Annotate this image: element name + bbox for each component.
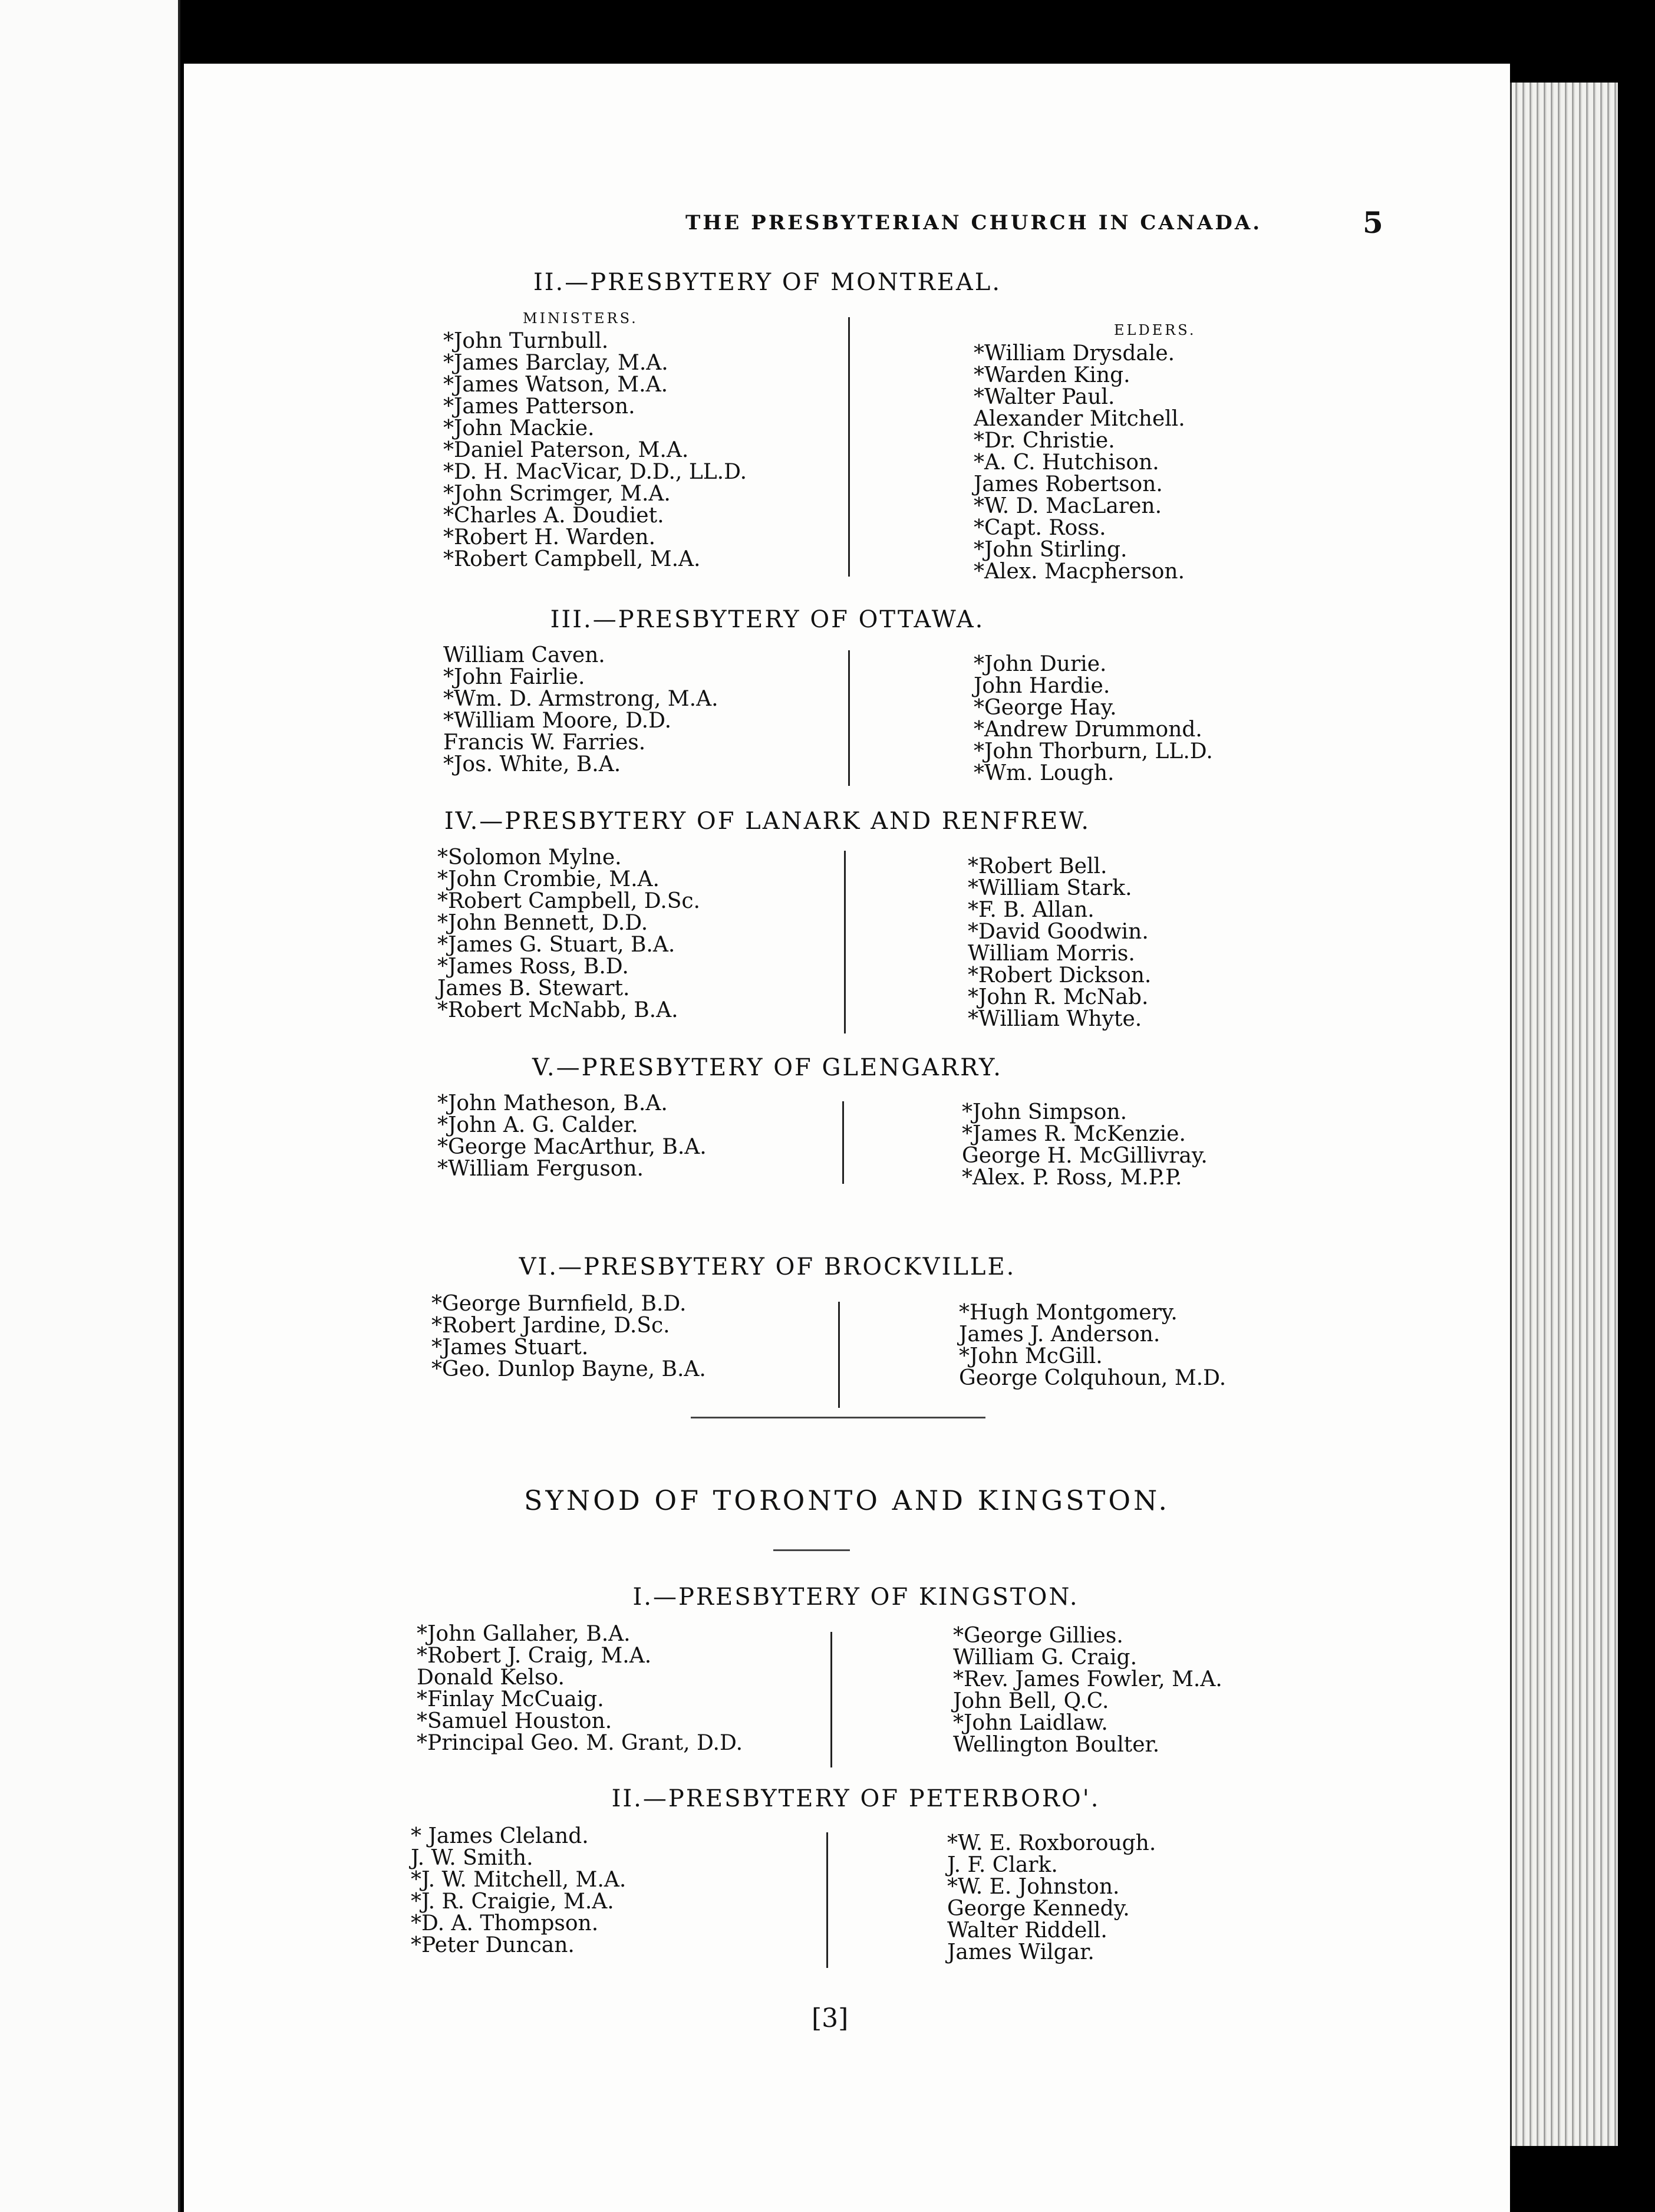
column-divider <box>826 1832 828 1968</box>
list-item: *Walter Paul. <box>974 385 1115 409</box>
list-item: *W. E. Johnston. <box>947 1875 1120 1899</box>
list-item: *Robert J. Craig, M.A. <box>417 1644 652 1668</box>
list-item: *Alex. P. Ross, M.P.P. <box>962 1166 1182 1190</box>
list-item: * James Cleland. <box>411 1824 589 1848</box>
list-item: James J. Anderson. <box>959 1322 1161 1347</box>
list-item: *John Gallaher, B.A. <box>417 1622 631 1646</box>
presbytery-heading: VI.—PRESBYTERY OF BROCKVILLE. <box>519 1253 1016 1281</box>
list-item: *John Scrimger, M.A. <box>443 482 671 506</box>
list-item: *Jos. White, B.A. <box>443 752 621 776</box>
page-edges <box>1510 83 1618 2146</box>
list-item: *John R. McNab. <box>968 985 1149 1009</box>
column-divider <box>848 317 850 577</box>
list-item: Walter Riddell. <box>947 1918 1107 1943</box>
list-item: *John Durie. <box>974 652 1107 676</box>
elders-list <box>959 1302 1226 1389</box>
list-item: *Robert Campbell, M.A. <box>443 547 701 571</box>
list-item: *John Crombie, M.A. <box>437 867 660 891</box>
list-item: George Kennedy. <box>947 1897 1130 1921</box>
elders-list <box>962 1101 1208 1189</box>
list-item: *Wm. Lough. <box>974 761 1115 785</box>
list-item: *Robert Jardine, D.Sc. <box>431 1314 670 1338</box>
list-item: Donald Kelso. <box>417 1665 565 1690</box>
list-item: *John Turnbull. <box>443 329 609 353</box>
list-item: *Robert McNabb, B.A. <box>437 998 678 1022</box>
list-item: *George MacArthur, B.A. <box>437 1135 707 1159</box>
list-item: George H. McGillivray. <box>962 1144 1208 1168</box>
elders-list <box>947 1832 1156 1963</box>
list-item: *John McGill. <box>959 1344 1103 1368</box>
synod-title: SYNOD OF TORONTO AND KINGSTON. <box>524 1484 1170 1516</box>
list-item: William G. Craig. <box>953 1645 1138 1670</box>
list-item: *Robert Campbell, D.Sc. <box>437 889 700 913</box>
list-item: James Wilgar. <box>947 1940 1094 1964</box>
signature-mark: [3] <box>812 2003 849 2033</box>
section-divider <box>691 1417 985 1418</box>
presbytery-heading: I.—PRESBYTERY OF KINGSTON. <box>632 1584 1079 1611</box>
ministers-list <box>411 1825 626 1956</box>
list-item: *Dr. Christie. <box>974 429 1115 453</box>
list-item: *Peter Duncan. <box>411 1933 575 1957</box>
column-divider <box>830 1632 832 1767</box>
list-item: *William Moore, D.D. <box>443 709 672 733</box>
list-item: *D. H. MacVicar, D.D., LL.D. <box>443 460 747 484</box>
list-item: *David Goodwin. <box>968 920 1149 944</box>
elders-list <box>974 343 1185 582</box>
list-item: Alexander Mitchell. <box>974 407 1185 431</box>
list-item: *John Laidlaw. <box>953 1711 1108 1735</box>
elders-list <box>953 1625 1222 1756</box>
column-divider <box>844 851 846 1033</box>
list-item: *Capt. Ross. <box>974 516 1106 540</box>
list-item: *D. A. Thompson. <box>411 1911 599 1936</box>
column-divider <box>838 1302 840 1408</box>
list-item: *Finlay McCuaig. <box>417 1687 604 1711</box>
list-item: *James Barclay, M.A. <box>443 351 668 375</box>
list-item: *John Bennett, D.D. <box>437 911 648 935</box>
list-item: *James G. Stuart, B.A. <box>437 933 675 957</box>
ministers-list <box>437 1092 707 1180</box>
list-item: George Colquhoun, M.D. <box>959 1366 1227 1390</box>
ministers-list <box>443 330 747 570</box>
list-item: *George Burnfield, B.D. <box>431 1292 687 1316</box>
list-item: *Robert H. Warden. <box>443 525 656 549</box>
book-page <box>184 64 1510 2212</box>
list-item: *John Matheson, B.A. <box>437 1091 668 1115</box>
list-item: *John Mackie. <box>443 416 595 440</box>
list-item: John Bell, Q.C. <box>953 1689 1109 1713</box>
list-item: *Andrew Drummond. <box>974 717 1202 742</box>
ministers-list <box>431 1293 706 1380</box>
list-item: *Daniel Paterson, M.A. <box>443 438 689 462</box>
list-item: *J. R. Craigie, M.A. <box>411 1890 614 1914</box>
list-item: *Robert Bell. <box>968 854 1107 878</box>
list-item: *George Gillies. <box>953 1624 1123 1648</box>
list-item: *John Thorburn, LL.D. <box>974 739 1213 763</box>
list-item: *Wm. D. Armstrong, M.A. <box>443 687 718 711</box>
list-item: *Robert Dickson. <box>968 963 1152 988</box>
list-item: *George Hay. <box>974 696 1117 720</box>
list-item: J. F. Clark. <box>947 1853 1058 1877</box>
facing-page <box>0 0 180 2212</box>
list-item: *James Stuart. <box>431 1335 589 1360</box>
list-item: *Alex. Macpherson. <box>974 559 1185 584</box>
list-item: *A. C. Hutchison. <box>974 450 1159 475</box>
list-item: *James R. McKenzie. <box>962 1122 1186 1146</box>
list-item: *John A. G. Calder. <box>437 1113 638 1137</box>
list-item: *Charles A. Doudiet. <box>443 503 664 528</box>
title-underline <box>773 1549 850 1551</box>
running-head: THE PRESBYTERIAN CHURCH IN CANADA. <box>685 211 1262 235</box>
presbytery-heading: II.—PRESBYTERY OF MONTREAL. <box>533 269 1002 296</box>
presbytery-heading: V.—PRESBYTERY OF GLENGARRY. <box>532 1054 1003 1081</box>
list-item: *James Ross, B.D. <box>437 954 629 979</box>
list-item: *Samuel Houston. <box>417 1709 612 1733</box>
ministers-list <box>443 644 718 775</box>
presbytery-heading: II.—PRESBYTERY OF PETERBORO'. <box>611 1785 1100 1812</box>
list-item: *William Stark. <box>968 876 1132 900</box>
list-item: *Principal Geo. M. Grant, D.D. <box>417 1731 743 1755</box>
list-item: Francis W. Farries. <box>443 730 646 755</box>
list-item: *John Simpson. <box>962 1100 1127 1124</box>
list-item: Wellington Boulter. <box>953 1733 1160 1757</box>
column-divider <box>848 650 850 786</box>
ministers-list <box>417 1623 743 1754</box>
list-item: William Morris. <box>968 942 1135 966</box>
list-item: *John Stirling. <box>974 538 1127 562</box>
elders-column-header: ELDERS. <box>1114 322 1196 338</box>
list-item: James B. Stewart. <box>437 976 630 1000</box>
list-item: J. W. Smith. <box>411 1846 533 1870</box>
list-item: *James Patterson. <box>443 394 635 419</box>
elders-list <box>974 653 1213 784</box>
list-item: *Solomon Mylne. <box>437 845 622 870</box>
column-divider <box>842 1101 844 1184</box>
list-item: *J. W. Mitchell, M.A. <box>411 1868 627 1892</box>
list-item: *John Fairlie. <box>443 665 585 689</box>
list-item: *William Whyte. <box>968 1007 1142 1031</box>
list-item: *James Watson, M.A. <box>443 373 668 397</box>
list-item: James Robertson. <box>974 472 1163 496</box>
list-item: *W. D. MacLaren. <box>974 494 1162 518</box>
page-number: 5 <box>1363 205 1383 240</box>
list-item: *F. B. Allan. <box>968 898 1094 922</box>
list-item: *William Ferguson. <box>437 1157 644 1181</box>
ministers-column-header: MINISTERS. <box>523 310 638 327</box>
list-item: *William Drysdale. <box>974 341 1175 366</box>
list-item: *Rev. James Fowler, M.A. <box>953 1667 1222 1691</box>
list-item: *Hugh Montgomery. <box>959 1301 1178 1325</box>
list-item: William Caven. <box>443 643 605 667</box>
list-item: John Hardie. <box>974 674 1110 698</box>
list-item: *Geo. Dunlop Bayne, B.A. <box>431 1357 706 1381</box>
presbytery-heading: III.—PRESBYTERY OF OTTAWA. <box>550 606 985 633</box>
list-item: *Warden King. <box>974 363 1130 387</box>
ministers-list <box>437 847 700 1021</box>
elders-list <box>968 855 1151 1030</box>
presbytery-heading: IV.—PRESBYTERY OF LANARK AND RENFREW. <box>444 808 1091 835</box>
list-item: *W. E. Roxborough. <box>947 1831 1156 1855</box>
